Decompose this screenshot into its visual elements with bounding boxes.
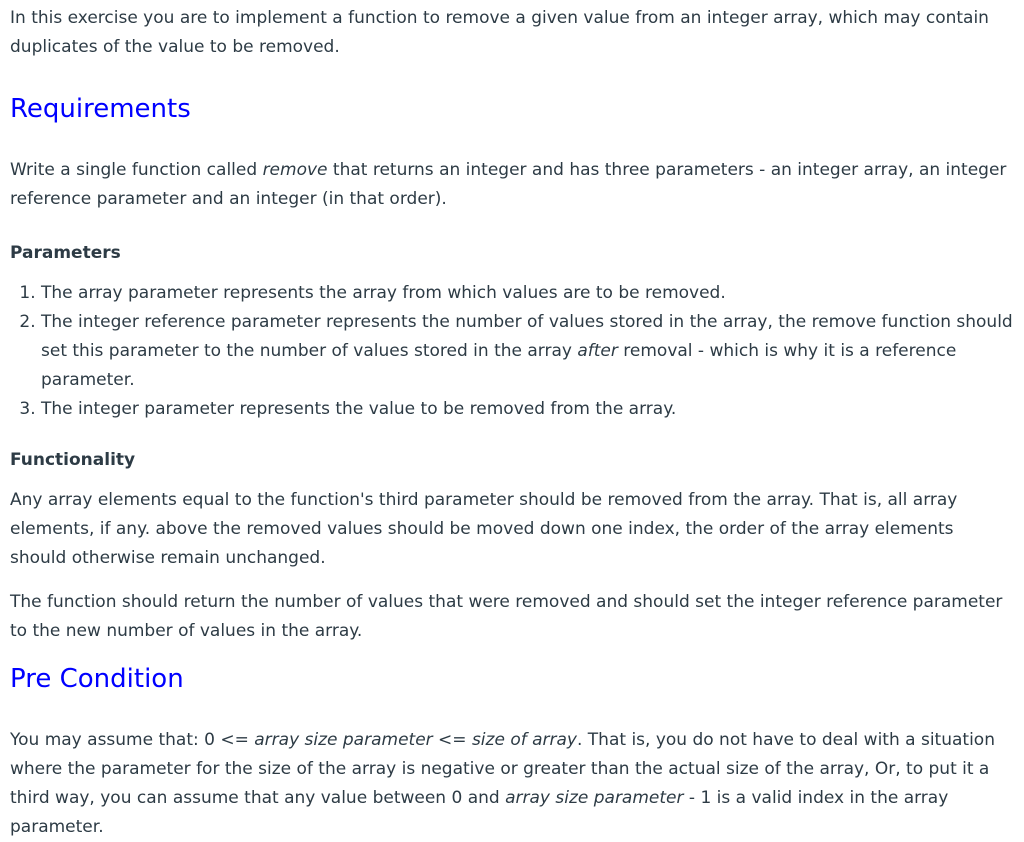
- parameter-item-3: 3. The integer parameter represents the value to be removed from the array.: [41, 395, 1014, 424]
- precondition-text-2: <=: [432, 730, 472, 750]
- precondition-em-2: size of array: [471, 730, 577, 750]
- parameter-item-2-before: The integer reference parameter represents the number of values stored in the array, the remove function should set this parameter to the number of values stored in the array: [41, 312, 1013, 361]
- precondition-text-4: - 1 is a valid index in the array parameter.: [10, 788, 949, 837]
- parameters-list: [10, 279, 1014, 424]
- requirements-paragraph: [10, 156, 1014, 214]
- functionality-paragraph-2: The function should return the number of values that were removed and should set the integer reference parameter to the new number of values in the array.: [10, 592, 1003, 641]
- parameter-item-2-after: removal - which is why it is a reference parameter.: [41, 341, 957, 390]
- precondition-em-3: array size parameter: [505, 788, 684, 808]
- intro-paragraph: In this exercise you are to implement a function to remove a given value from an integer array, which may contain duplicates of the value to be removed.: [10, 8, 989, 57]
- functionality-paragraph-1: Any array elements equal to the function's third parameter should be removed from the array. That is, all array elements, if any. above the removed values should be moved down one index, the order of the array elements should otherwise remain unchanged.: [10, 490, 958, 568]
- precondition-text-1: You may assume that: 0 <=: [10, 730, 255, 750]
- function-name: remove: [262, 160, 328, 180]
- precondition-em-1: array size parameter: [254, 730, 433, 750]
- parameter-item-1: 1. The array parameter represents the array from which values are to be removed.: [41, 279, 1014, 308]
- precondition-heading: Pre Condition: [10, 664, 184, 694]
- precondition-paragraph: [10, 726, 1014, 842]
- functionality-heading: Functionality: [10, 450, 136, 470]
- requirements-text-before: Write a single function called: [10, 160, 263, 180]
- parameters-heading: Parameters: [10, 243, 121, 263]
- requirements-heading: Requirements: [10, 94, 191, 124]
- requirements-text-after: that returns an integer and has three parameters - an integer array, an integer reference parameter and an integer (in that order).: [10, 160, 1007, 209]
- precondition-text-3: . That is, you do not have to deal with a situation where the parameter for the size of the array is negative or greater than the actual size of the array, Or, to put it a third way, you can assume that any value between 0 and: [10, 730, 995, 808]
- parameter-item-2: [41, 308, 1014, 395]
- parameter-item-2-em: after: [577, 341, 618, 361]
